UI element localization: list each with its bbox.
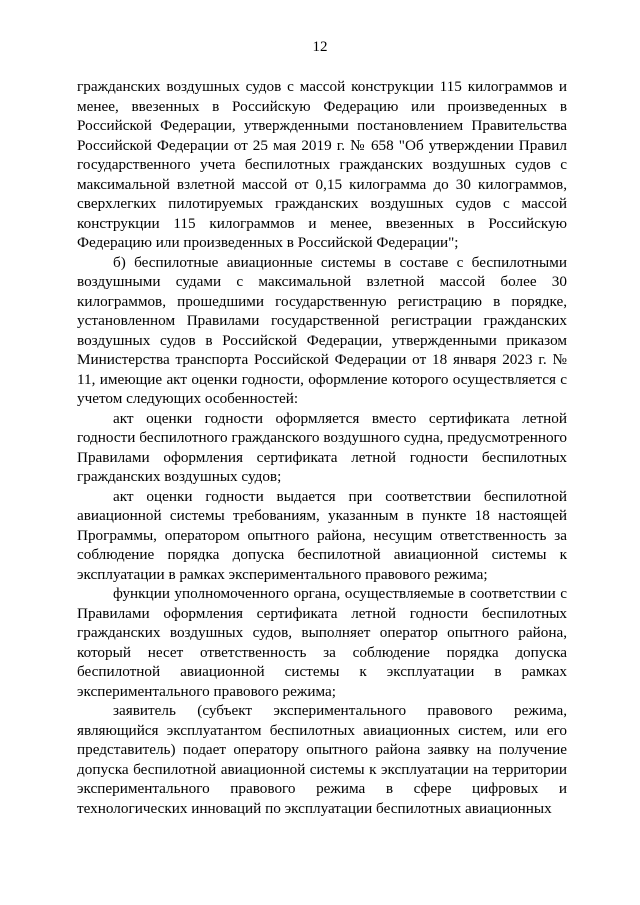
paragraph-airworthiness-act-conditions: акт оценки годности выдается при соответствии беспилотной авиационной системы требованиям, указанным в пункте 18 настоящей Программы, оператором опытного района, несущим ответственность за соблюдение порядка допуска беспилотной авиационной системы к эксплуатации в рамках экспериментального правового режима; [77, 487, 567, 583]
paragraph-airworthiness-act-issuance: акт оценки годности оформляется вместо сертификата летной годности беспилотного гражданского воздушного судна, предусмотренного Правилами оформления сертификата летной годности беспилотных гражданских воздушных судов; [77, 409, 567, 485]
paragraph-authorized-body-functions: функции уполномоченного органа, осуществляемые в соответствии с Правилами оформления сертификата летной годности беспилотных гражданских воздушных судов, выполняет оператор опытного района, который несет ответственность за соблюдение порядка допуска беспилотной авиационной системы к эксплуатации в рамках экспериментального правового режима; [77, 585, 567, 700]
document-body [77, 77, 567, 818]
paragraph-continuation: гражданских воздушных судов с массой конструкции 115 килограммов и менее, ввезенных в Российскую Федерацию или произведенных в Российской Федерации, утвержденными постановлением Правительства Российской Федерации от 25 мая 2019 г. № 658 "Об утверждении Правил государственного учета беспилотных гражданских воздушных судов с максимальной взлетной массой от 0,15 килограмма до 30 килограммов, сверхлегких пилотируемых гражданских воздушных судов с массой конструкции 115 килограммов и менее, ввезенных в Российскую Федерацию или произведенных в Российской Федерации"; [77, 78, 567, 251]
paragraph-applicant: заявитель (субъект экспериментального правового режима, являющийся эксплуатантом беспилотных авиационных систем, или его представитель) подает оператору опытного района заявку на получение допуска беспилотной авиационной системы к эксплуатации на территории экспериментального правового режима в сфере цифровых и технологических инноваций по эксплуатации беспилотных авиационных [77, 702, 567, 817]
page-number: 12 [312, 39, 328, 55]
paragraph-item-b: б) беспилотные авиационные системы в составе с беспилотными воздушными судами с максимальной взлетной массой более 30 килограммов, прошедшими государственную регистрацию в порядке, установленном Правилами государственной регистрации гражданских воздушных судов в Российской Федерации, утвержденными приказом Министерства транспорта Российской Федерации от 18 января 2023 г. № 11, имеющие акт оценки годности, оформление которого осуществляется с учетом следующих особенностей: [77, 253, 567, 407]
